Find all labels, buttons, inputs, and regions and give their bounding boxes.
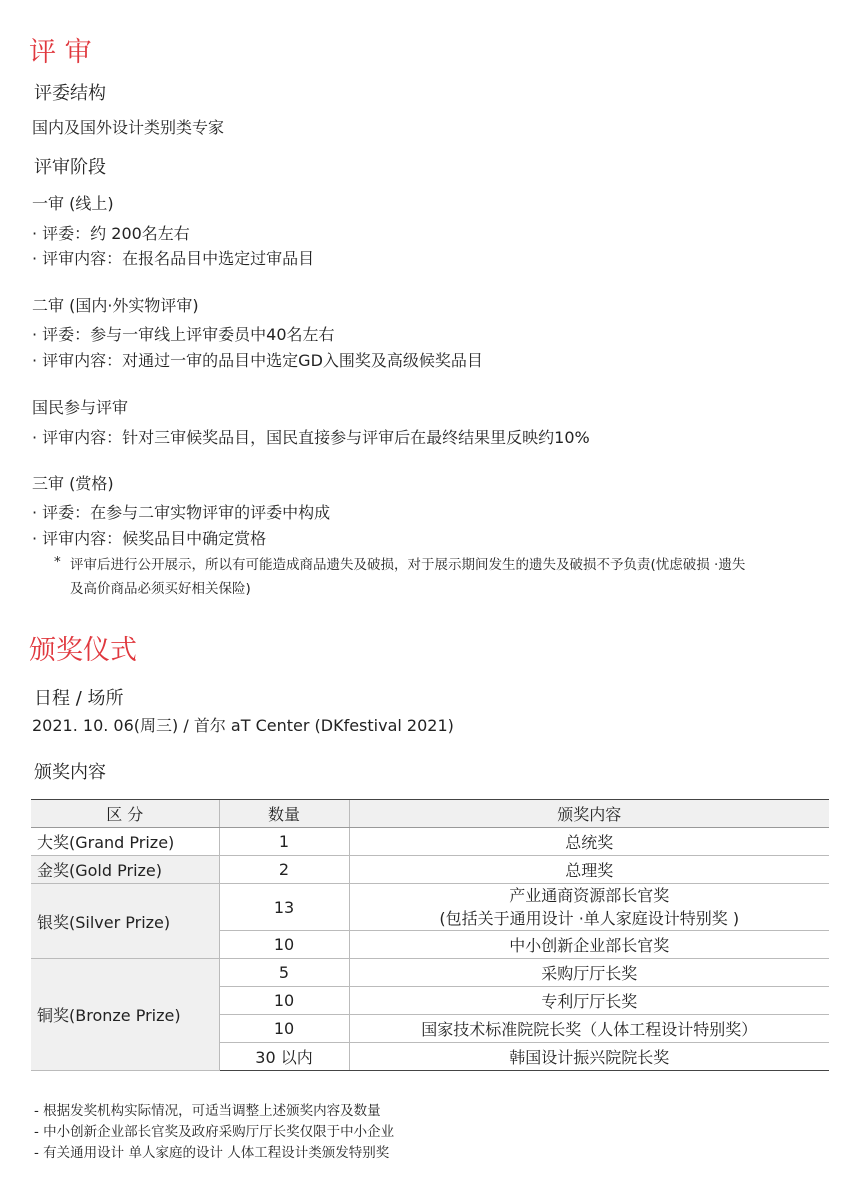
judging-title: 评 审 bbox=[29, 37, 92, 68]
award-content: 总理奖 bbox=[349, 856, 829, 884]
structure-heading: 评委结构 bbox=[34, 83, 106, 104]
award-content: 韩国设计振兴院院长奖 bbox=[349, 1043, 829, 1071]
stage3-line: · 评委：在参与二审实物评审的评委中构成 bbox=[32, 503, 331, 522]
award-count: 1 bbox=[219, 828, 349, 856]
award-category: 大奖(Grand Prize) bbox=[31, 828, 219, 856]
stage-public-title: 国民参与评审 bbox=[32, 398, 129, 417]
award-count: 10 bbox=[219, 987, 349, 1015]
table-row bbox=[31, 828, 829, 856]
stage2-line: · 评审内容：对通过一审的品目中选定GD入围奖及高级候奖品目 bbox=[32, 351, 483, 370]
stage3-note: 及高价商品必须买好相关保险) bbox=[70, 581, 251, 597]
footnote: - 中小创新企业部长官奖及政府采购厅厅长奖仅限于中小企业 bbox=[34, 1124, 395, 1140]
stage1-title: 一审 (线上) bbox=[32, 194, 114, 213]
footnote: - 有关通用设计 单人家庭的设计 人体工程设计类颁发特别奖 bbox=[34, 1145, 390, 1161]
ceremony-title: 颁奖仪式 bbox=[29, 635, 137, 666]
awards-heading: 颁奖内容 bbox=[34, 762, 106, 783]
award-category: 银奖(Silver Prize) bbox=[31, 884, 219, 959]
stage2-line: · 评委：参与一审线上评审委员中40名左右 bbox=[32, 325, 335, 344]
note-mark: * bbox=[54, 554, 61, 570]
column-header: 数量 bbox=[219, 800, 349, 828]
award-content-line: 产业通商资源部长官奖 bbox=[509, 886, 670, 905]
award-content-line: (包括关于通用设计 ·单人家庭设计特别奖 ) bbox=[439, 909, 740, 928]
award-count: 10 bbox=[219, 931, 349, 959]
table-row bbox=[31, 856, 829, 884]
table-row bbox=[31, 959, 829, 987]
stage-public-line: · 评审内容：针对三审候奖品目，国民直接参与评审后在最终结果里反映约10% bbox=[32, 428, 590, 447]
table-row bbox=[31, 884, 829, 931]
stage3-line: · 评审内容：候奖品目中确定赏格 bbox=[32, 529, 267, 548]
award-content: 专利厅厅长奖 bbox=[349, 987, 829, 1015]
award-content bbox=[349, 884, 829, 931]
stage3-note: 评审后进行公开展示，所以有可能造成商品遗失及破损，对于展示期间发生的遗失及破损不予负责(忧虑破损 ·遗失 bbox=[70, 557, 746, 573]
award-category: 金奖(Gold Prize) bbox=[31, 856, 219, 884]
table-header-row bbox=[31, 800, 829, 828]
footnote: - 根据发奖机构实际情况，可适当调整上述颁奖内容及数量 bbox=[34, 1103, 381, 1119]
awards-table bbox=[31, 799, 829, 1071]
schedule-heading: 日程 / 场所 bbox=[34, 688, 124, 709]
award-count: 5 bbox=[219, 959, 349, 987]
award-count: 2 bbox=[219, 856, 349, 884]
stage1-line: · 评委：约 200名左右 bbox=[32, 224, 190, 243]
award-content: 采购厅厅长奖 bbox=[349, 959, 829, 987]
stage3-title: 三审 (赏格) bbox=[32, 474, 114, 493]
structure-text: 国内及国外设计类别类专家 bbox=[32, 118, 225, 137]
award-count: 10 bbox=[219, 1015, 349, 1043]
award-category: 铜奖(Bronze Prize) bbox=[31, 959, 219, 1071]
stage1-line: · 评审内容：在报名品目中选定过审品目 bbox=[32, 249, 315, 268]
column-header: 颁奖内容 bbox=[349, 800, 829, 828]
schedule-text: 2021. 10. 06(周三) / 首尔 aT Center (DKfestival 2021) bbox=[32, 716, 454, 735]
stages-heading: 评审阶段 bbox=[34, 157, 106, 178]
stage2-title: 二审 (国内·外实物评审) bbox=[32, 296, 199, 315]
award-content: 国家技术标准院院长奖（人体工程设计特别奖） bbox=[349, 1015, 829, 1043]
award-count: 30 以内 bbox=[219, 1043, 349, 1071]
award-content: 总统奖 bbox=[349, 828, 829, 856]
award-content: 中小创新企业部长官奖 bbox=[349, 931, 829, 959]
award-count: 13 bbox=[219, 884, 349, 931]
column-header: 区 分 bbox=[31, 800, 219, 828]
